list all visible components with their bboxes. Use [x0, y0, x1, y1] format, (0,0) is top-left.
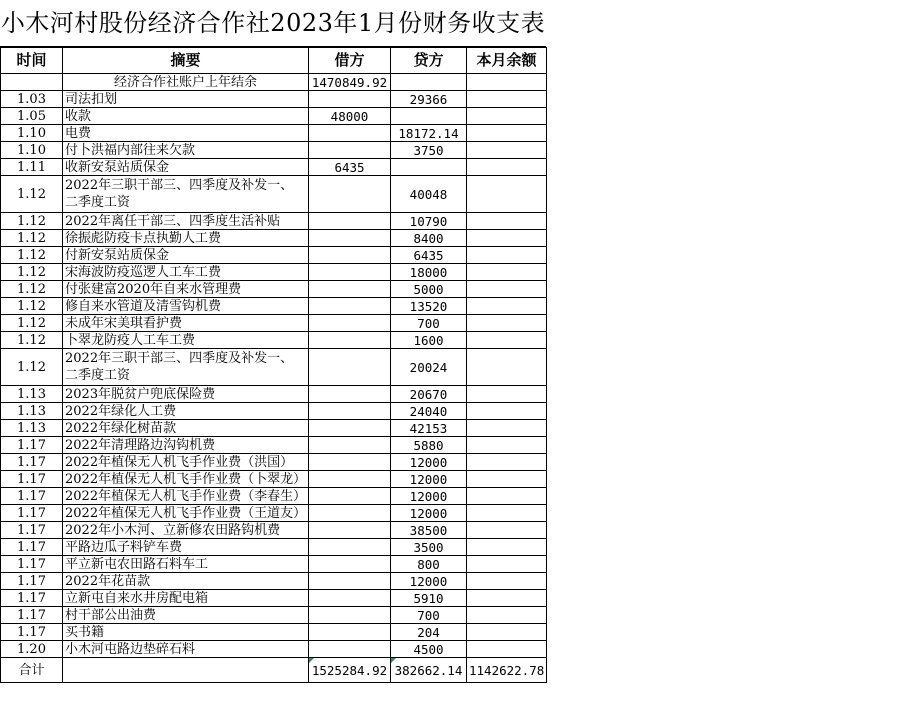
table-row — [1, 159, 547, 176]
row-desc: 收款 — [63, 108, 309, 125]
row-credit: 10790 — [391, 213, 467, 230]
row-debit — [309, 573, 391, 590]
row-debit — [309, 607, 391, 624]
row-credit: 20024 — [391, 349, 467, 386]
header-debit: 借方 — [309, 48, 391, 74]
row-date: 1.17 — [1, 590, 63, 607]
row-credit: 38500 — [391, 522, 467, 539]
row-debit — [309, 176, 391, 213]
row-debit — [309, 298, 391, 315]
row-debit: 6435 — [309, 159, 391, 176]
table-row — [1, 298, 547, 315]
row-credit: 1600 — [391, 332, 467, 349]
row-balance — [467, 108, 547, 125]
row-credit: 24040 — [391, 403, 467, 420]
row-credit: 20670 — [391, 386, 467, 403]
row-date: 1.11 — [1, 159, 63, 176]
row-desc: 2022年绿化树苗款 — [63, 420, 309, 437]
header-date: 时间 — [1, 48, 63, 74]
row-balance — [467, 213, 547, 230]
row-date: 1.12 — [1, 298, 63, 315]
row-balance — [467, 420, 547, 437]
row-credit: 3500 — [391, 539, 467, 556]
row-date: 1.17 — [1, 573, 63, 590]
row-credit: 800 — [391, 556, 467, 573]
table-row — [1, 108, 547, 125]
row-balance — [467, 386, 547, 403]
table-row — [1, 454, 547, 471]
table-row — [1, 125, 547, 142]
table-row — [1, 522, 547, 539]
row-balance — [467, 488, 547, 505]
row-debit — [309, 142, 391, 159]
table-row — [1, 607, 547, 624]
row-debit — [309, 437, 391, 454]
row-debit — [309, 590, 391, 607]
table-row — [1, 315, 547, 332]
row-debit — [309, 247, 391, 264]
row-debit — [309, 281, 391, 298]
row-credit: 5880 — [391, 437, 467, 454]
row-balance — [467, 91, 547, 108]
row-balance — [467, 281, 547, 298]
row-balance — [467, 403, 547, 420]
row-balance — [467, 176, 547, 213]
row-balance — [467, 349, 547, 386]
row-date: 1.12 — [1, 176, 63, 213]
row-debit — [309, 213, 391, 230]
row-credit: 42153 — [391, 420, 467, 437]
table-row — [1, 176, 547, 213]
row-desc: 宋海波防疫巡逻人工车工费 — [63, 264, 309, 281]
row-credit: 18000 — [391, 264, 467, 281]
row-credit — [391, 108, 467, 125]
table-row — [1, 624, 547, 641]
total-credit: 382662.14 — [391, 658, 467, 683]
row-debit — [309, 386, 391, 403]
row-date: 1.10 — [1, 142, 63, 159]
row-debit — [309, 264, 391, 281]
row-date: 1.12 — [1, 264, 63, 281]
row-desc: 付卜洪福内部往来欠款 — [63, 142, 309, 159]
opening-date — [1, 74, 63, 91]
row-balance — [467, 437, 547, 454]
row-date: 1.12 — [1, 315, 63, 332]
row-desc: 付张建富2020年自来水管理费 — [63, 281, 309, 298]
row-balance — [467, 142, 547, 159]
opening-credit — [391, 74, 467, 91]
header-row — [1, 48, 547, 74]
row-date: 1.20 — [1, 641, 63, 658]
table-row — [1, 91, 547, 108]
table-row — [1, 488, 547, 505]
row-date: 1.17 — [1, 488, 63, 505]
header-desc: 摘要 — [63, 48, 309, 74]
row-credit: 12000 — [391, 505, 467, 522]
row-date: 1.17 — [1, 539, 63, 556]
row-date: 1.17 — [1, 454, 63, 471]
row-date: 1.05 — [1, 108, 63, 125]
row-date: 1.12 — [1, 230, 63, 247]
row-credit: 204 — [391, 624, 467, 641]
row-balance — [467, 159, 547, 176]
row-balance — [467, 590, 547, 607]
table-row — [1, 590, 547, 607]
table-row — [1, 505, 547, 522]
header-credit: 贷方 — [391, 48, 467, 74]
row-debit — [309, 488, 391, 505]
row-credit: 700 — [391, 607, 467, 624]
table-row — [1, 471, 547, 488]
row-desc: 司法扣划 — [63, 91, 309, 108]
table-row — [1, 349, 547, 386]
row-debit — [309, 403, 391, 420]
row-debit — [309, 420, 391, 437]
row-credit: 18172.14 — [391, 125, 467, 142]
row-credit: 13520 — [391, 298, 467, 315]
row-desc: 2022年清理路边沟钩机费 — [63, 437, 309, 454]
table-row — [1, 403, 547, 420]
row-date: 1.13 — [1, 403, 63, 420]
row-date: 1.17 — [1, 607, 63, 624]
row-desc: 卜翠龙防疫人工车工费 — [63, 332, 309, 349]
row-debit — [309, 505, 391, 522]
row-balance — [467, 298, 547, 315]
row-credit: 40048 — [391, 176, 467, 213]
table-row — [1, 386, 547, 403]
table-row — [1, 264, 547, 281]
row-debit — [309, 332, 391, 349]
row-date: 1.13 — [1, 420, 63, 437]
row-desc: 买书籍 — [63, 624, 309, 641]
row-date: 1.17 — [1, 471, 63, 488]
table-row — [1, 437, 547, 454]
row-date: 1.17 — [1, 522, 63, 539]
row-date: 1.12 — [1, 349, 63, 386]
row-balance — [467, 641, 547, 658]
table-row — [1, 641, 547, 658]
row-balance — [467, 556, 547, 573]
row-balance — [467, 607, 547, 624]
row-balance — [467, 624, 547, 641]
row-desc: 平路边瓜子料铲车费 — [63, 539, 309, 556]
row-balance — [467, 125, 547, 142]
row-desc: 2023年脱贫户兜底保险费 — [63, 386, 309, 403]
table-row — [1, 556, 547, 573]
row-balance — [467, 315, 547, 332]
row-debit — [309, 522, 391, 539]
row-debit — [309, 125, 391, 142]
row-balance — [467, 505, 547, 522]
row-balance — [467, 247, 547, 264]
row-desc: 付新安泵站质保金 — [63, 247, 309, 264]
row-desc: 2022年离任干部三、四季度生活补贴 — [63, 213, 309, 230]
row-debit — [309, 230, 391, 247]
row-desc: 2022年绿化人工费 — [63, 403, 309, 420]
table-row — [1, 281, 547, 298]
row-debit — [309, 315, 391, 332]
row-debit — [309, 556, 391, 573]
row-credit: 12000 — [391, 488, 467, 505]
opening-row — [1, 74, 547, 91]
row-debit — [309, 624, 391, 641]
sheet-title: 小木河村股份经济合作社2023年1月份财务收支表 — [0, 0, 546, 47]
row-date: 1.12 — [1, 213, 63, 230]
row-desc: 2022年花苗款 — [63, 573, 309, 590]
row-desc: 2022年植保无人机飞手作业费（李春生） — [63, 488, 309, 505]
row-credit: 8400 — [391, 230, 467, 247]
row-debit — [309, 91, 391, 108]
total-row — [1, 658, 547, 683]
row-date: 1.10 — [1, 125, 63, 142]
row-debit: 48000 — [309, 108, 391, 125]
row-debit — [309, 539, 391, 556]
row-credit: 700 — [391, 315, 467, 332]
row-desc: 小木河屯路边垫碎石料 — [63, 641, 309, 658]
row-desc: 徐振彪防疫卡点执勤人工费 — [63, 230, 309, 247]
row-credit — [391, 159, 467, 176]
row-balance — [467, 230, 547, 247]
row-balance — [467, 522, 547, 539]
row-balance — [467, 264, 547, 281]
row-credit: 12000 — [391, 454, 467, 471]
row-date: 1.17 — [1, 556, 63, 573]
row-date: 1.17 — [1, 437, 63, 454]
row-desc: 2022年植保无人机飞手作业费（洪国） — [63, 454, 309, 471]
ledger-table — [0, 47, 547, 683]
row-balance — [467, 471, 547, 488]
row-desc: 电费 — [63, 125, 309, 142]
table-row — [1, 573, 547, 590]
row-desc: 收新安泵站质保金 — [63, 159, 309, 176]
opening-desc: 经济合作社账户上年结余 — [63, 74, 309, 91]
row-desc: 修自来水管道及清雪钩机费 — [63, 298, 309, 315]
table-row — [1, 539, 547, 556]
row-date: 1.03 — [1, 91, 63, 108]
row-desc: 村干部公出油费 — [63, 607, 309, 624]
row-date: 1.17 — [1, 505, 63, 522]
row-date: 1.12 — [1, 247, 63, 264]
row-desc: 立新屯自来水井房配电箱 — [63, 590, 309, 607]
row-credit: 6435 — [391, 247, 467, 264]
table-row — [1, 247, 547, 264]
row-debit — [309, 349, 391, 386]
table-row — [1, 230, 547, 247]
row-desc: 2022年小木河、立新修农田路钩机费 — [63, 522, 309, 539]
row-desc: 2022年植保无人机飞手作业费（卜翠龙） — [63, 471, 309, 488]
table-row — [1, 332, 547, 349]
row-debit — [309, 454, 391, 471]
row-balance — [467, 332, 547, 349]
row-credit: 4500 — [391, 641, 467, 658]
row-credit: 12000 — [391, 471, 467, 488]
table-row — [1, 142, 547, 159]
row-desc: 2022年三职干部三、四季度及补发一、二季度工资 — [63, 176, 309, 213]
total-label: 合计 — [1, 658, 63, 683]
header-balance: 本月余额 — [467, 48, 547, 74]
row-credit: 5910 — [391, 590, 467, 607]
row-date: 1.12 — [1, 332, 63, 349]
row-credit: 5000 — [391, 281, 467, 298]
row-balance — [467, 539, 547, 556]
row-desc: 平立新屯农田路石料车工 — [63, 556, 309, 573]
table-row — [1, 213, 547, 230]
row-debit — [309, 641, 391, 658]
row-credit: 12000 — [391, 573, 467, 590]
row-date: 1.12 — [1, 281, 63, 298]
total-debit: 1525284.92 — [309, 658, 391, 683]
row-credit: 3750 — [391, 142, 467, 159]
row-balance — [467, 573, 547, 590]
table-row — [1, 420, 547, 437]
row-desc: 2022年三职干部三、四季度及补发一、二季度工资 — [63, 349, 309, 386]
total-desc — [63, 658, 309, 683]
row-credit: 29366 — [391, 91, 467, 108]
row-desc: 2022年植保无人机飞手作业费（王道友） — [63, 505, 309, 522]
row-debit — [309, 471, 391, 488]
row-desc: 未成年宋美琪看护费 — [63, 315, 309, 332]
row-balance — [467, 454, 547, 471]
row-date: 1.13 — [1, 386, 63, 403]
opening-balance — [467, 74, 547, 91]
total-balance: 1142622.78 — [467, 658, 547, 683]
opening-debit: 1470849.92 — [309, 74, 391, 91]
row-date: 1.17 — [1, 624, 63, 641]
